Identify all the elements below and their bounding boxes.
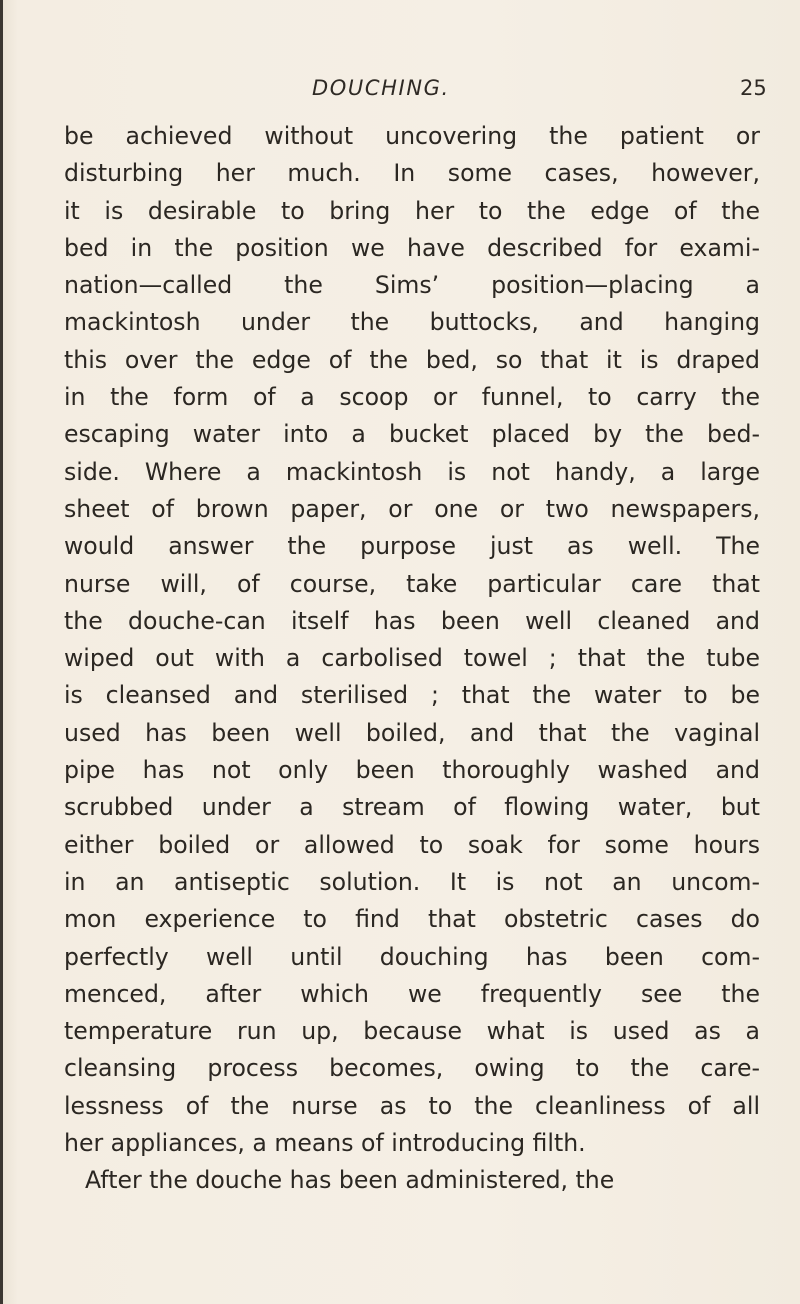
text-line: in an antiseptic solution. It is not an uncom- [64, 867, 760, 896]
text-line: nurse will, of course, take particular care that [64, 569, 760, 598]
text-line: pipe has not only been thoroughly washed and [64, 756, 760, 785]
text-line: mon experience to find that obstetric cases do [64, 905, 760, 934]
text-line: is cleansed and sterilised ; that the water to be [64, 681, 760, 710]
text-line: be achieved without uncovering the patient or [64, 122, 760, 150]
text-line: bed in the position we have described for exami- [64, 233, 760, 262]
text-line: sheet of brown paper, or one or two newspapers, [64, 494, 760, 523]
text-line: would answer the purpose just as well. The [64, 532, 760, 561]
text-line: escaping water into a bucket placed by the bed- [64, 420, 760, 449]
text-line: menced, after which we frequently see the [64, 979, 760, 1008]
text-line: temperature run up, because what is used as a [64, 1017, 760, 1046]
text-line: her appliances, a means of introducing filth. [64, 1129, 586, 1158]
page-binding-edge [0, 0, 3, 1304]
text-line: disturbing her much. In some cases, however, [64, 159, 760, 188]
text-line: this over the edge of the bed, so that it is draped [64, 345, 760, 374]
text-line: it is desirable to bring her to the edge of the [64, 196, 760, 225]
text-line: nation—called the Sims’ position—placing a [64, 271, 760, 300]
page-header [0, 76, 800, 106]
text-line: mackintosh under the buttocks, and hanging [64, 308, 760, 337]
text-line: wiped out with a carbolised towel ; that the tube [64, 644, 760, 673]
text-line: the douche-can itself has been well cleaned and [64, 606, 760, 635]
text-line: in the form of a scoop or funnel, to carry the [64, 383, 760, 412]
text-line: cleansing process becomes, owing to the care- [64, 1054, 760, 1083]
text-line: either boiled or allowed to soak for some hours [64, 830, 760, 859]
text-line: scrubbed under a stream of flowing water, but [64, 793, 760, 822]
text-line: lessness of the nurse as to the cleanliness of all [64, 1091, 760, 1120]
text-line: used has been well boiled, and that the vaginal [64, 718, 760, 747]
text-line: perfectly well until douching has been com- [64, 942, 760, 971]
page-number: 25 [740, 76, 767, 100]
body-text [64, 118, 760, 1200]
running-head: DOUCHING. [312, 76, 450, 100]
text-line: After the douche has been administered, the [85, 1166, 615, 1195]
text-line: side. Where a mackintosh is not handy, a large [64, 457, 760, 486]
